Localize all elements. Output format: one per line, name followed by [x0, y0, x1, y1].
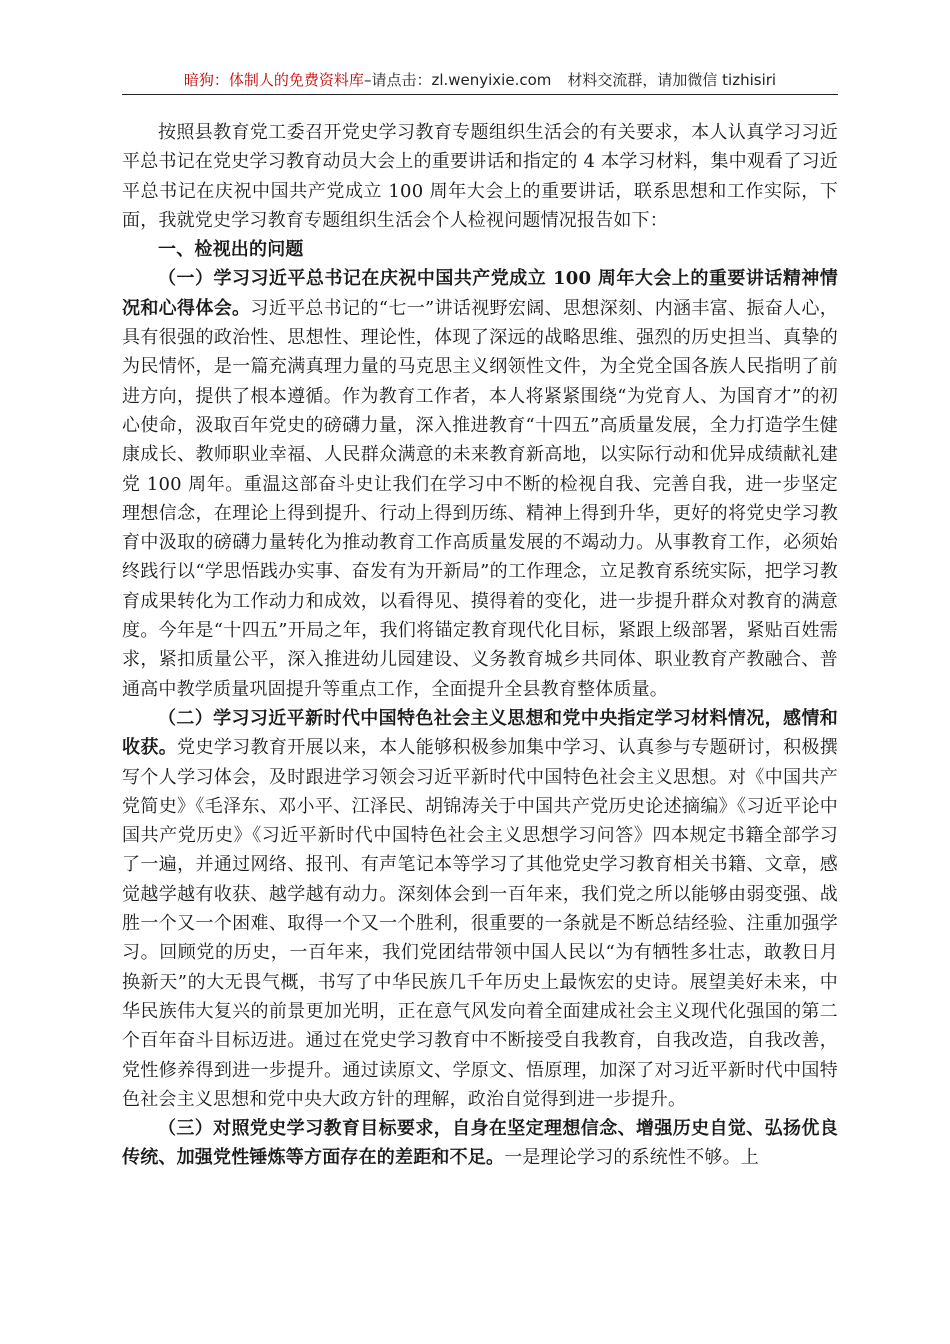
header-contact: 材料交流群，请加微信 tizhisiri	[567, 71, 777, 89]
page-header	[122, 68, 838, 95]
paragraph-3-text: 一是理论学习的系统性不够。上	[504, 1147, 760, 1169]
paragraph-2-text: 党史学习教育开展以来，本人能够积极参加集中学习、认真参与专题研讨，积极撰写个人学习体会，及时跟进学习领会习近平新时代中国特色社会主义思想。对《中国共产党简史》《毛泽东、邓小平、江泽民、胡锦涛关于中国共产党历史论述摘编》《习近平论中国共产党历史》《习近平新时代中国特色社会主义思想学习问答》四本规定书籍全部学习了一遍，并通过网络、报刊、有声笔记本等学习了其他党史学习教育相关书籍、文章，感觉越学越有收获、越学越有动力。深刻体会到一百年来，我们党之所以能够由弱变强、战胜一个又一个困难、取得一个又一个胜利，很重要的一条就是不断总结经验、注重加强学习。回顾党的历史，一百年来，我们党团结带领中国人民以“为有牺牲多壮志，敢教日月换新天”的大无畏气概，书写了中华民族几千年历史上最恢宏的史诗。展望美好未来，中华民族伟大复兴的前景更加光明，正在意气风发向着全面建成社会主义现代化强国的第二个百年奋斗目标迈进。通过在党史学习教育中不断接受自我教育，自我改造，自我改善，党性修养得到进一步提升。通过读原文、学原文、悟原理，加深了对习近平新时代中国特色社会主义思想和党中央大政方针的理解，政治自觉得到进一步提升。	[122, 737, 838, 1110]
paragraph-2	[122, 704, 838, 1114]
paragraph-1-text: 习近平总书记的“七一”讲话视野宏阔、思想深刻、内涵丰富、振奋人心，具有很强的政治性、思想性、理论性，体现了深远的战略思维、强烈的历史担当、真挚的为民情怀，是一篇充满真理力量的马克思主义纲领性文件，为全党全国各族人民指明了前进方向，提供了根本遵循。作为教育工作者，本人将紧紧围绕“为党育人、为国育才”的初心使命，汲取百年党史的磅礴力量，深入推进教育“十四五”高质量发展，全力打造学生健康成长、教师职业幸福、人民群众满意的未来教育新高地，以实际行动和优异成绩献礼建党 100 周年。重温这部奋斗史让我们在学习中不断的检视自我、完善自我，进一步坚定理想信念，在理论上得到提升、行动上得到历练、精神上得到升华，更好的将党史学习教育中汲取的磅礴力量转化为推动教育工作高质量发展的不竭动力。从事教育工作，必须始终践行以“学思悟践办实事、奋发有为开新局”的工作理念，立足教育系统实际，把学习教育成果转化为工作动力和成效，以看得见、摸得着的变化，进一步提升群众对教育的满意度。今年是“十四五”开局之年，我们将锚定教育现代化目标，紧跟上级部署，紧贴百姓需求，紧扣质量公平，深入推进幼儿园建设、义务教育城乡共同体、职业教育产教融合、普通高中教学质量巩固提升等重点工作，全面提升全县教育整体质量。	[122, 297, 838, 700]
header-url-link[interactable]: zl.wenyixie.com	[431, 71, 552, 89]
header-click-prompt: –请点击：	[363, 71, 432, 89]
paragraph-1-lead: （一）学习习近平总书记在庆祝中国共产党成立 100 周年大会上的重要讲话精神情况和心得体会。	[122, 268, 838, 319]
paragraph-2-lead: （二）学习习近平新时代中国特色社会主义思想和党中央指定学习材料情况，感情和收获。	[122, 707, 838, 759]
paragraph-1	[122, 264, 838, 703]
paragraph-3-lead: （三）对照党史学习教育目标要求，自身在坚定理想信念、增强历史自觉、弘扬优良传统、加强党性锤炼等方面存在的差距和不足。	[122, 1118, 838, 1169]
section-heading-problems: 一、检视出的问题	[158, 239, 304, 261]
intro-paragraph: 按照县教育党工委召开党史学习教育专题组织生活会的有关要求，本人认真学习习近平总书记在党史学习教育动员大会上的重要讲话和指定的 4 本学习材料，集中观看了习近平总书记在庆祝中国共产党成立 100 周年大会上的重要讲话，联系思想和工作实际，下面，我就党史学习教育专题组织生活会个人检视问题情况报告如下：	[122, 122, 838, 231]
paragraph-3	[122, 1114, 838, 1173]
header-site-name: 暗狗：体制人的免费资料库	[183, 71, 364, 89]
document-body	[122, 118, 838, 1173]
